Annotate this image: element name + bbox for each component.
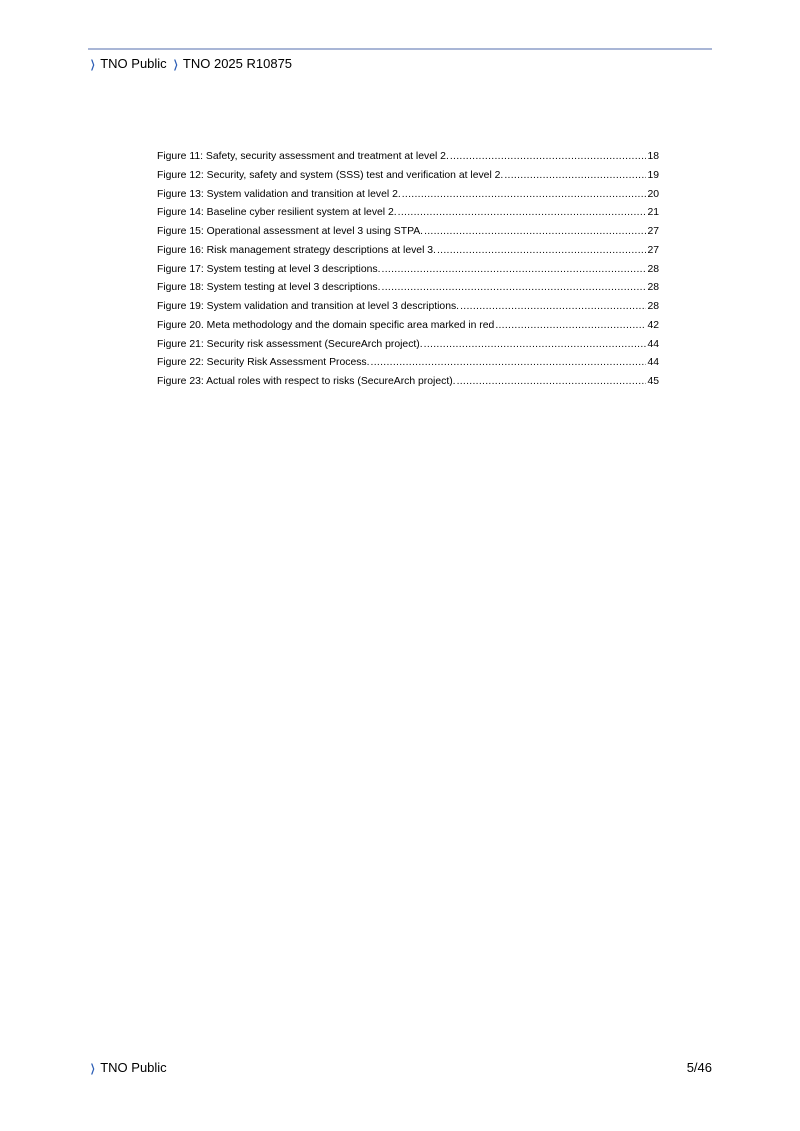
toc-dot-leader: [450, 150, 647, 164]
toc-entry-title: Figure 22: Security Risk Assessment Process.: [157, 357, 370, 369]
toc-entry[interactable]: [157, 188, 659, 207]
toc-entry-title: Figure 12: Security, safety and system (SSS) test and verification at level 2.: [157, 169, 504, 181]
toc-dot-leader: [402, 188, 647, 202]
toc-entry-page: 20: [647, 188, 659, 200]
footer-classification-group: [88, 1060, 167, 1076]
footer-classification: TNO Public: [100, 1060, 167, 1075]
chevron-right-icon: ❯: [172, 59, 178, 71]
toc-dot-leader: [424, 225, 646, 239]
toc-entry-title: Figure 14: Baseline cyber resilient system at level 2.: [157, 207, 397, 219]
toc-entry[interactable]: [157, 356, 659, 375]
toc-entry[interactable]: [157, 338, 659, 357]
toc-entry-page: 28: [647, 301, 659, 312]
toc-entry-title: Figure 16: Risk management strategy descriptions at level 3.: [157, 244, 436, 256]
toc-dot-leader: [437, 244, 646, 258]
chevron-right-icon: ❯: [90, 1063, 96, 1075]
toc-entry-title: Figure 11: Safety, security assessment and treatment at level 2.: [157, 151, 449, 162]
toc-entry-title: Figure 23: Actual roles with respect to risks (SecureArch project).: [157, 376, 456, 387]
toc-dot-leader: [504, 169, 646, 183]
toc-entry-page: 28: [647, 282, 659, 294]
toc-entry[interactable]: [157, 281, 659, 300]
list-of-figures: [157, 150, 659, 394]
toc-dot-leader: [424, 338, 647, 352]
toc-entry[interactable]: [157, 206, 659, 225]
toc-dot-leader: [398, 206, 647, 220]
toc-entry[interactable]: [157, 169, 659, 188]
toc-entry[interactable]: [157, 150, 659, 169]
chevron-right-icon: ❯: [90, 59, 96, 71]
toc-dot-leader: [371, 356, 647, 370]
page-header: [88, 56, 292, 72]
toc-entry-title: Figure 21: Security risk assessment (SecureArch project).: [157, 338, 423, 350]
toc-entry-title: Figure 13: System validation and transition at level 2.: [157, 188, 401, 200]
toc-entry-title: Figure 15: Operational assessment at level 3 using STPA.: [157, 226, 424, 237]
header-rule: [88, 48, 712, 50]
toc-entry-title: Figure 18: System testing at level 3 descriptions.: [157, 282, 381, 294]
toc-entry-title: Figure 19: System validation and transition at level 3 descriptions.: [157, 301, 460, 312]
toc-entry-page: 19: [647, 169, 659, 181]
header-report-number: TNO 2025 R10875: [182, 56, 293, 71]
toc-entry-page: 27: [647, 226, 659, 237]
toc-entry-page: 42: [647, 319, 659, 331]
toc-entry-page: 18: [647, 151, 659, 162]
toc-entry[interactable]: [157, 225, 659, 244]
toc-entry-page: 45: [647, 376, 659, 387]
toc-entry[interactable]: [157, 263, 659, 282]
toc-dot-leader: [382, 263, 647, 277]
toc-entry[interactable]: [157, 300, 659, 319]
toc-entry-page: 44: [647, 357, 659, 369]
page-footer: [88, 1060, 712, 1076]
toc-dot-leader: [457, 375, 647, 389]
header-classification: TNO Public: [100, 56, 167, 71]
toc-entry-title: Figure 17: System testing at level 3 descriptions.: [157, 263, 381, 275]
toc-entry[interactable]: [157, 319, 659, 338]
page-number: 5/46: [686, 1060, 712, 1075]
toc-entry-page: 21: [647, 207, 659, 219]
toc-entry-page: 27: [647, 244, 659, 256]
toc-entry-title: Figure 20. Meta methodology and the domain specific area marked in red: [157, 319, 495, 331]
toc-entry-page: 28: [647, 263, 659, 275]
toc-dot-leader: [495, 319, 646, 333]
toc-dot-leader: [460, 300, 646, 314]
toc-entry-page: 44: [647, 338, 659, 350]
toc-entry[interactable]: [157, 375, 659, 394]
toc-dot-leader: [382, 281, 647, 295]
toc-entry[interactable]: [157, 244, 659, 263]
